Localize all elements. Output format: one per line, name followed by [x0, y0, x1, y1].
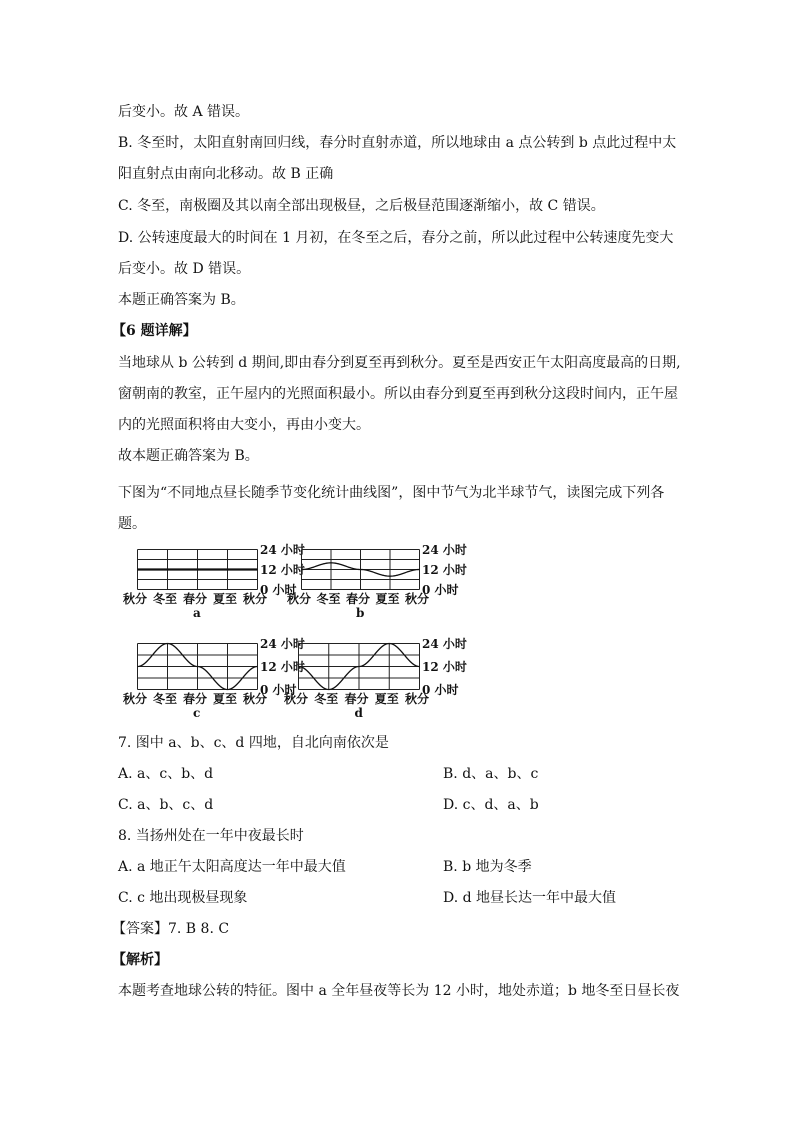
x-tick-label: 春分	[182, 692, 208, 706]
text-line: 当地球从 b 公转到 d 期间,即由春分到夏至再到秋分。夏至是西安正午太阳高度最高的日期,	[118, 355, 681, 371]
x-tick-label: 冬至	[316, 592, 341, 606]
chart-panel-d	[283, 637, 467, 720]
x-tick-label: 秋分	[242, 692, 268, 706]
text-line: 后变小。故 D 错误。	[118, 261, 251, 277]
x-tick-label: 秋分	[122, 592, 148, 606]
chart-plot-a	[137, 549, 258, 590]
chart-panel-b	[286, 543, 467, 620]
x-tick-label: 秋分	[122, 692, 148, 706]
panel-label: c	[193, 706, 201, 720]
x-tick-label: 夏至	[374, 692, 399, 706]
y-tick-label: 12 小时	[260, 660, 305, 674]
x-tick-label: 冬至	[314, 692, 339, 706]
y-tick-label: 0 小时	[422, 583, 459, 597]
option-a: A. a 地正午太阳高度达一年中最大值	[118, 859, 346, 875]
panel-label: b	[356, 606, 365, 620]
chart-plot-d	[298, 643, 420, 690]
x-tick-label: 冬至	[152, 692, 178, 706]
option-c: C. c 地出现极昼现象	[118, 890, 248, 906]
y-tick-label: 0 小时	[260, 683, 297, 697]
y-tick-label: 24 小时	[260, 637, 305, 651]
x-tick-label: 秋分	[283, 692, 309, 706]
y-tick-label: 12 小时	[422, 660, 467, 674]
text-line: 后变小。故 A 错误。	[118, 104, 250, 120]
x-tick-label: 夏至	[212, 692, 238, 706]
x-tick-label: 春分	[344, 692, 369, 706]
y-tick-label: 12 小时	[422, 563, 467, 577]
text-line: 窗朝南的教室，正午屋内的光照面积最小。所以由春分到夏至再到秋分这段时间内，正午屋	[118, 386, 678, 402]
analysis-heading: 【解析】	[112, 952, 168, 968]
text-line: 题。	[118, 516, 146, 532]
section-heading: 【6 题详解】	[112, 323, 197, 339]
y-tick-label: 24 小时	[260, 543, 305, 557]
option-b-explanation: B. 冬至时，太阳直射南回归线，春分时直射赤道，所以地球由 a 点公转到 b 点此过程中太	[118, 135, 677, 151]
option-d: D. d 地昼长达一年中最大值	[443, 890, 617, 906]
answer-line: 【答案】7. B 8. C	[112, 921, 230, 937]
answer-summary: 故本题正确答案为 B。	[118, 448, 259, 464]
x-tick-label: 夏至	[212, 592, 238, 606]
option-b: B. b 地为冬季	[443, 859, 532, 875]
chart-panel-c	[122, 637, 305, 720]
chart-plot-b	[301, 549, 420, 590]
x-tick-label: 秋分	[242, 592, 268, 606]
chart-panel-a	[122, 543, 305, 620]
option-b: B. d、a、b、c	[443, 766, 539, 782]
panel-label: d	[354, 706, 363, 720]
y-tick-label: 0 小时	[260, 583, 297, 597]
option-d: D. c、d、a、b	[443, 797, 539, 813]
text-line: 内的光照面积将由大变小，再由小变大。	[118, 417, 370, 433]
x-tick-label: 秋分	[404, 692, 430, 706]
option-d-explanation: D. 公转速度最大的时间在 1 月初，在冬至之后，春分之前，所以此过程中公转速度先变大	[118, 230, 674, 246]
x-tick-label: 秋分	[286, 592, 312, 606]
analysis-text: 本题考查地球公转的特征。图中 a 全年昼夜等长为 12 小时，地处赤道；b 地冬至日昼长夜	[118, 983, 680, 999]
chart-plot-c	[137, 643, 258, 690]
x-tick-label: 冬至	[152, 592, 178, 606]
option-a: A. a、c、b、d	[118, 766, 214, 782]
x-tick-label: 秋分	[404, 592, 430, 606]
question-7: 7. 图中 a、b、c、d 四地，自北向南依次是	[118, 735, 389, 751]
y-tick-label: 24 小时	[422, 543, 467, 557]
question-8: 8. 当扬州处在一年中夜最长时	[118, 828, 304, 844]
x-tick-label: 夏至	[375, 592, 400, 606]
y-tick-label: 0 小时	[422, 683, 459, 697]
x-tick-label: 春分	[182, 592, 208, 606]
text-line: 阳直射点由南向北移动。故 B 正确	[118, 166, 334, 182]
answer-summary: 本题正确答案为 B。	[118, 292, 245, 308]
panel-label: a	[193, 606, 201, 620]
x-tick-label: 春分	[345, 592, 371, 606]
question-intro: 下图为“不同地点昼长随季节变化统计曲线图”，图中节气为北半球节气，读图完成下列各	[118, 485, 665, 501]
option-c: C. a、b、c、d	[118, 797, 214, 813]
y-tick-label: 24 小时	[422, 637, 467, 651]
y-tick-label: 12 小时	[260, 563, 305, 577]
option-c-explanation: C. 冬至，南极圈及其以南全部出现极昼，之后极昼范围逐渐缩小，故 C 错误。	[118, 198, 605, 214]
